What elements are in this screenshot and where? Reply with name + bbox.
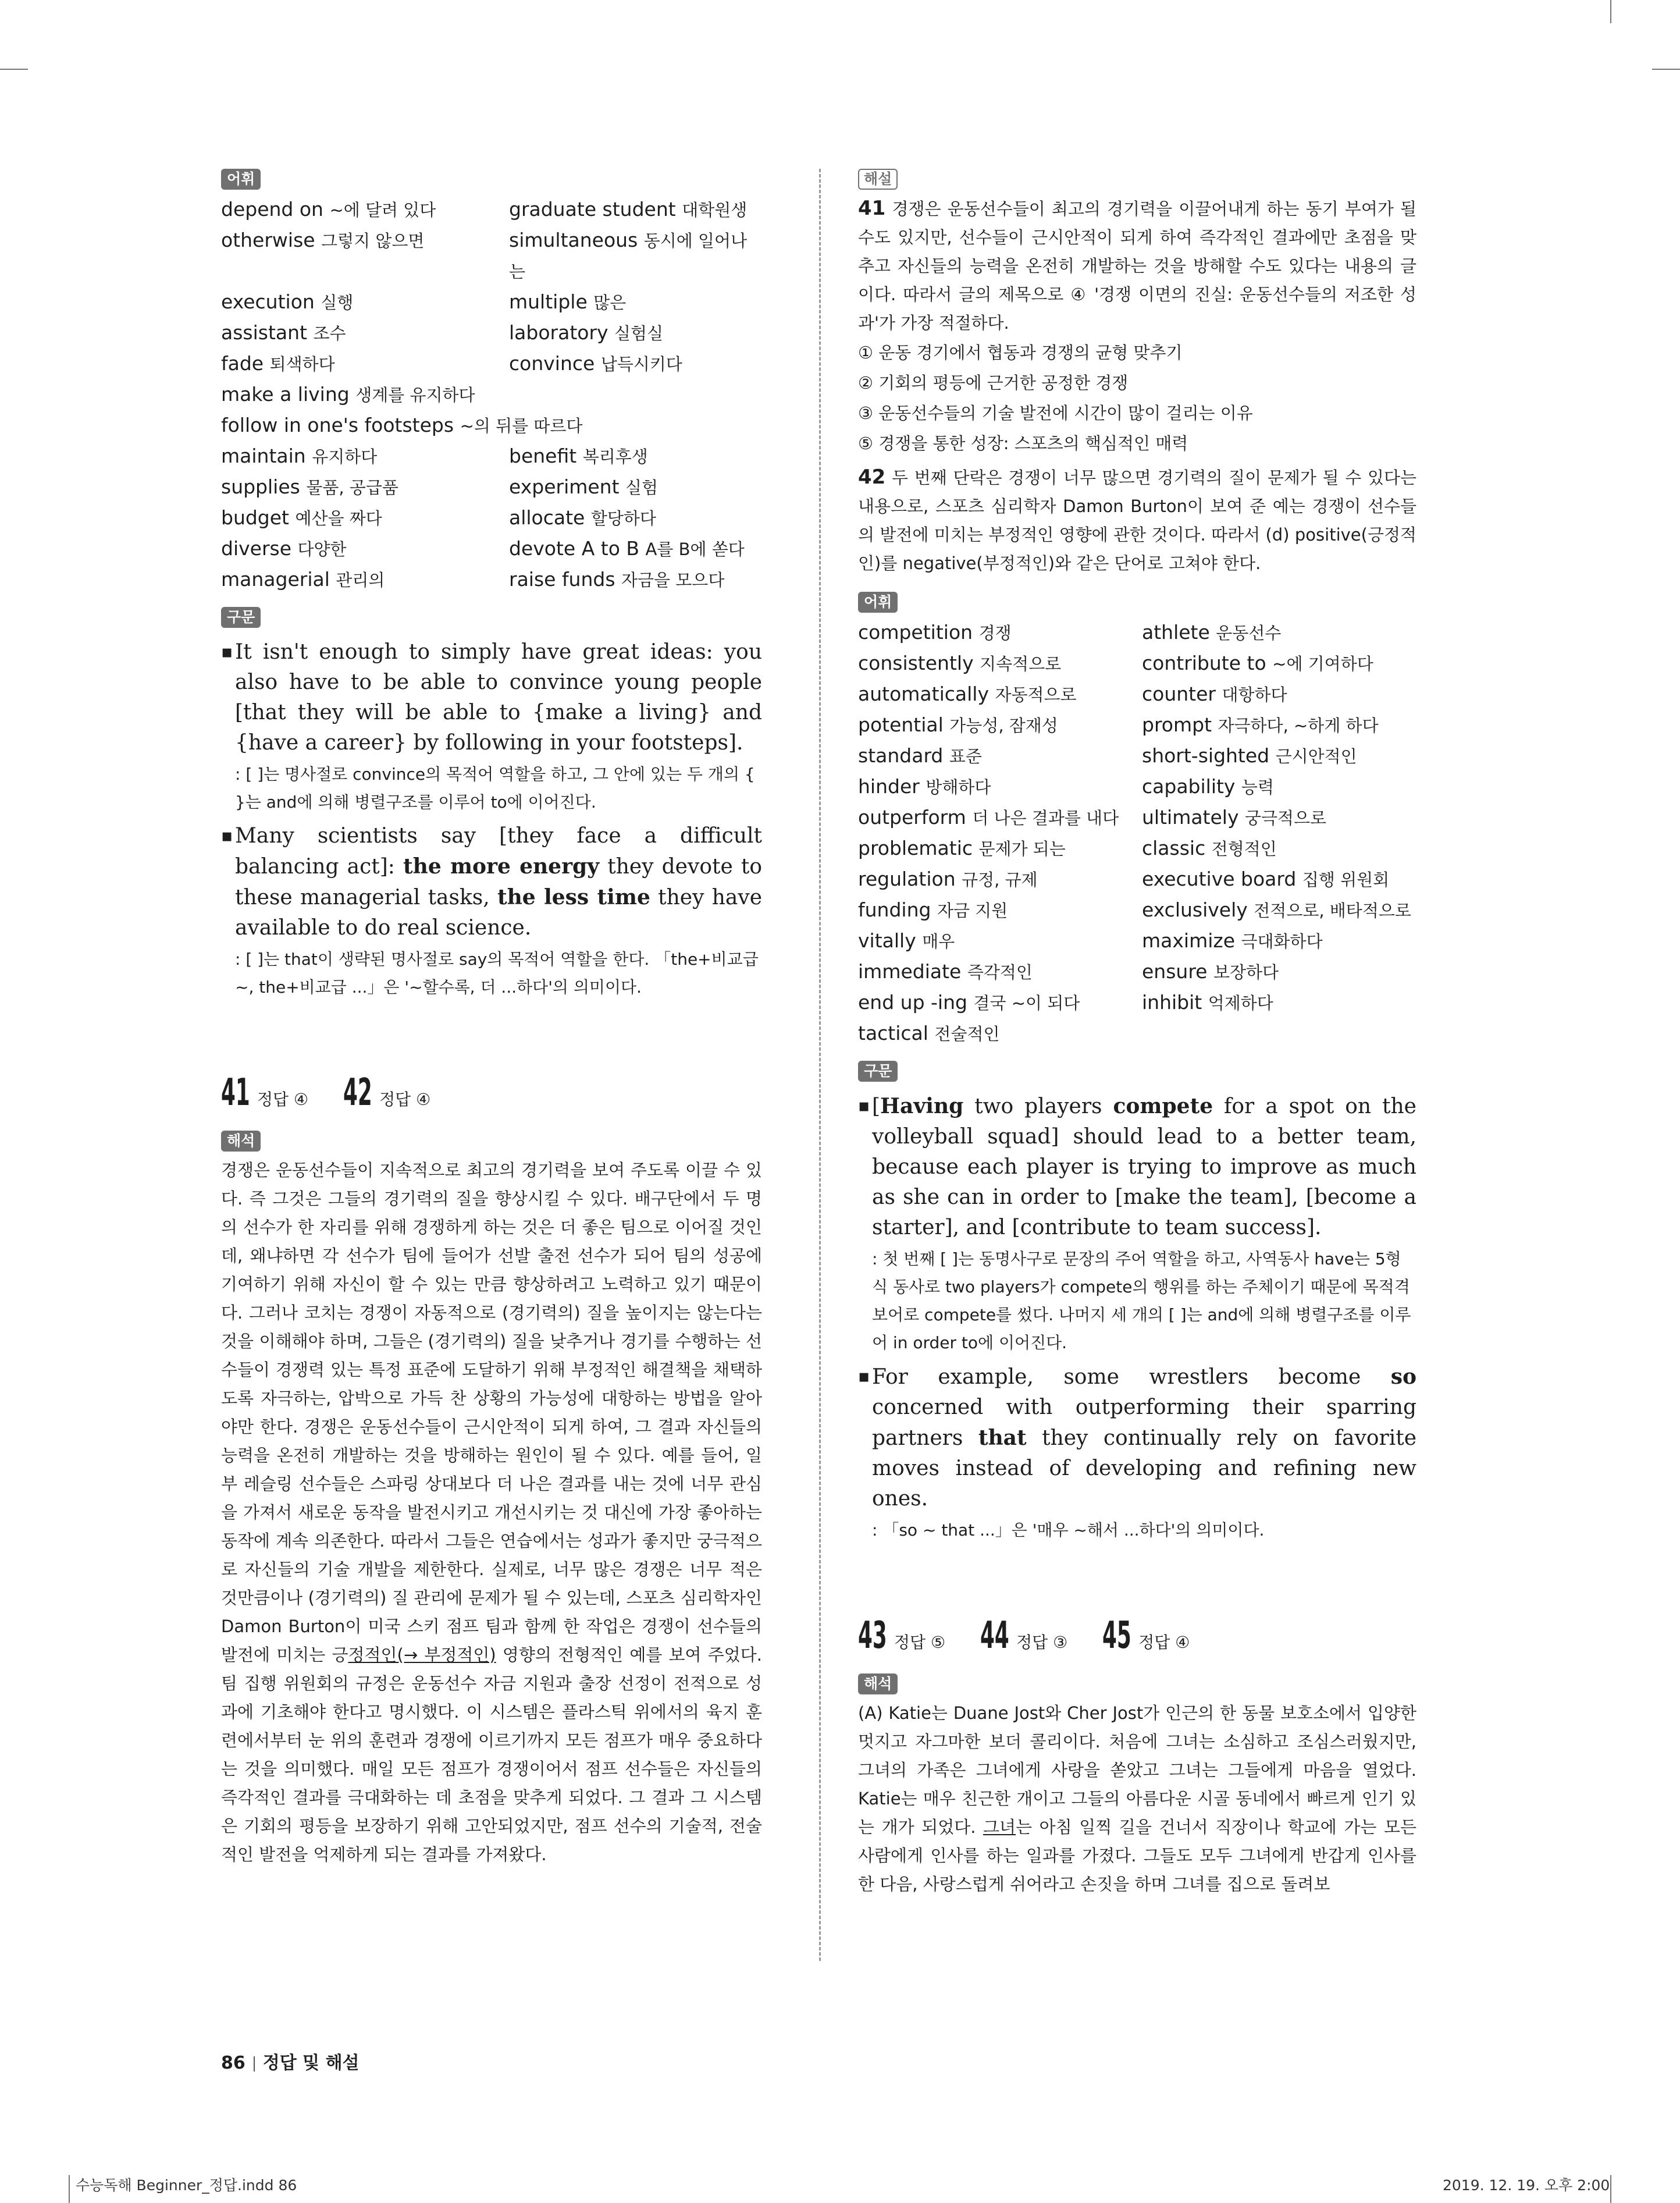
vocab-word: regulation (858, 868, 956, 890)
vocab-entry (858, 802, 1142, 833)
vocab-entry (858, 957, 1142, 987)
slug-file-info: 수능독해 Beginner_정답.indd 86 (76, 2177, 297, 2194)
vocab-entry (509, 287, 762, 318)
translation-label: 해석 (858, 1673, 898, 1694)
vocab-word: end up -ing (858, 991, 967, 1014)
vocab-meaning: 매우 (922, 932, 955, 951)
vocab-entry (1142, 957, 1416, 987)
syntax-sentence: Many scientists say [they face a difficult balancing act]: the more energy they devote to these managerial tasks, the less time they have available to do real science. (235, 824, 762, 940)
vocab-entry (1142, 679, 1416, 710)
syntax-item (221, 821, 762, 1001)
vocab-entry (1142, 926, 1416, 957)
vocab-word: multiple (509, 290, 588, 313)
vocab-word: competition (858, 621, 973, 644)
vocab-meaning: 즉각적인 (967, 962, 1033, 982)
footer-separator (254, 2056, 255, 2071)
vocab-meaning: 할당하다 (590, 509, 656, 528)
syntax-item (858, 1362, 1416, 1544)
vocab-entry (858, 987, 1142, 1018)
vocab-word: vitally (858, 929, 916, 952)
vocab-meaning: 궁극적으로 (1245, 808, 1327, 828)
syntax-note: : 첫 번째 [ ]는 동명사구로 문장의 주어 역할을 하고, 사역동사 have는 5형식 동사로 two players가 compete의 행위를 하는 주체이기 때문에 목적격 보어로 compete를 썼다. 나머지 세 개의 [ ]는 and에 의해 병렬구조를 이루어 in order to에 이어진다. (872, 1249, 1411, 1352)
vocab-word: fade (221, 352, 264, 375)
vocab-entry (509, 441, 762, 472)
vocab-entry (221, 564, 509, 595)
vocab-entry (858, 833, 1142, 864)
vocab-word: ensure (1142, 960, 1208, 983)
vocab-word: hinder (858, 775, 920, 798)
answer-text: 정답 ④ (1138, 1633, 1190, 1652)
vocab-meaning: 자금 지원 (937, 901, 1008, 921)
vocab-meaning: 집행 위원회 (1302, 870, 1390, 890)
vocab-entry (1142, 617, 1416, 648)
vocab-entry (1142, 895, 1416, 926)
question-number: 42 (343, 1071, 372, 1114)
translation-text: (A) Katie는 Duane Jost와 Cher Jost가 인근의 한 동물 보호소에서 입양한 멋지고 자그마한 보더 콜리이다. 처음에 그녀는 소심하고 조심스러웠지만, 그녀의 가족은 그녀에게 사랑을 쏟았고 그녀는 그들에게 마음을 열었다. Katie는 매우 친근한 개이고 그들의 아름다운 시골 동네에서 빠르게 인기 있는 개가 되었다. 그녀는 아침 일찍 길을 건너서 직장이나 학교에 가는 모든 사람에게 인사를 하는 일과를 가졌다. 그들도 모두 그녀에게 반갑게 인사를 한 다음, 사랑스럽게 쉬어라고 손짓을 하며 그녀를 집으로 돌려보 (858, 1703, 1416, 1894)
vocab-entry (858, 895, 1142, 926)
vocab-meaning: 예산을 짜다 (295, 509, 382, 528)
vocab-meaning: 납득시키다 (600, 354, 682, 374)
vocab-entry (221, 379, 762, 410)
crop-mark (1652, 69, 1680, 70)
vocab-label: 어휘 (221, 169, 261, 190)
vocab-entry (509, 564, 762, 595)
vocab-entry (221, 534, 509, 564)
vocab-meaning: 그렇지 않으면 (321, 231, 425, 251)
syntax-note: : 「so ~ that ...」은 '매우 ~해서 ...하다'의 의미이다. (872, 1520, 1265, 1540)
question-number: 45 (1102, 1614, 1131, 1657)
vocab-meaning: 생계를 유지하다 (355, 385, 475, 405)
vocab-meaning: 더 나은 결과를 내다 (972, 808, 1119, 828)
vocab-entry (509, 534, 762, 564)
vocab-entry (221, 410, 762, 441)
vocab-word: budget (221, 506, 289, 529)
vocab-meaning: 자극하다, ~하게 하다 (1218, 716, 1379, 735)
syntax-label: 구문 (221, 607, 261, 628)
vocab-entry (858, 617, 1142, 648)
question-number: 41 (221, 1071, 250, 1114)
vocab-word: short-sighted (1142, 744, 1270, 767)
vocab-word: raise funds (509, 568, 615, 591)
answer-text: 정답 ③ (1016, 1633, 1068, 1652)
answer-text: 정답 ⑤ (894, 1633, 946, 1652)
vocab-meaning: ~의 뒤를 따르다 (460, 416, 583, 436)
vocab-word: experiment (509, 475, 620, 498)
page-number: 86 (221, 2053, 245, 2073)
vocab-word: maintain (221, 445, 306, 467)
explanation-label: 해설 (858, 169, 898, 190)
vocab-entry (1142, 772, 1416, 802)
vocab-meaning: 전형적인 (1211, 839, 1277, 859)
vocab-meaning: 규정, 규제 (962, 870, 1038, 890)
vocab-list (221, 194, 762, 595)
page-footer (221, 2048, 360, 2074)
vocab-entry (509, 225, 762, 287)
explanation-41: 41 경쟁은 운동선수들이 최고의 경기력을 이끌어내게 하는 동기 부여가 될 수도 있지만, 선수들이 근시안적이 되게 하여 즉각적인 결과에만 초점을 맞추고 자신들의 능력을 온전히 개발하는 것을 방해할 수도 있다는 내용의 글이다. 따라서 글의 제목으로 ④ '경쟁 이면의 진실: 운동선수들의 저조한 성과'가 가장 적절하다. (858, 197, 1416, 333)
vocab-entry (1142, 802, 1416, 833)
vocab-word: counter (1142, 683, 1216, 705)
vocab-meaning: 실험실 (614, 324, 664, 343)
vocab-entry (1142, 741, 1416, 772)
vocab-entry (509, 318, 762, 349)
vocab-entry (1142, 648, 1416, 679)
vocab-word: funding (858, 898, 931, 921)
bullet-icon: ▪ (221, 826, 233, 846)
crop-mark (69, 2175, 70, 2203)
vocab-meaning: 복리후생 (582, 447, 648, 467)
vocab-meaning: 자금을 모으다 (621, 570, 725, 590)
crop-mark (1610, 2175, 1611, 2203)
vocab-meaning: ~에 달려 있다 (329, 200, 436, 220)
right-column (858, 169, 1416, 1899)
vocab-meaning: 경쟁 (978, 623, 1012, 643)
syntax-sentence: [Having two players compete for a spot on the volleyball squad] should lead to a better team, because each player is trying to improve as much as she can in order to [make the team], [become a starter], and [contribute to team success]. (872, 1094, 1416, 1239)
vocab-word: contribute to (1142, 652, 1266, 674)
syntax-sentence: For example, some wrestlers become so concerned with outperforming their sparring partners that they continually rely on favorite moves instead of developing and refining new ones. (872, 1365, 1416, 1511)
vocab-word: execution (221, 290, 315, 313)
answer-key (221, 1071, 762, 1114)
left-column (221, 169, 762, 1869)
vocab-entry (509, 503, 762, 534)
vocab-meaning: 조수 (313, 324, 346, 343)
vocab-meaning: 운동선수 (1216, 623, 1282, 643)
question-number: 43 (858, 1614, 887, 1657)
vocab-meaning: A를 B에 쏟다 (645, 539, 745, 559)
vocab-entry (858, 710, 1142, 741)
vocab-word: potential (858, 713, 944, 736)
vocab-entry (221, 472, 509, 503)
vocab-word: allocate (509, 506, 585, 529)
vocab-meaning: 관리의 (336, 570, 385, 590)
vocab-word: consistently (858, 652, 974, 674)
vocab-entry (858, 926, 1142, 957)
vocab-word: inhibit (1142, 991, 1202, 1014)
vocab-entry (221, 441, 509, 472)
vocab-entry (858, 1018, 1416, 1049)
vocab-entry (858, 648, 1142, 679)
answer-option: ① 운동 경기에서 협동과 경쟁의 균형 맞추기 (858, 343, 1183, 363)
translation-label: 해석 (221, 1131, 261, 1152)
syntax-sentence: It isn't enough to simply have great ideas: you also have to be able to convince young people [that they will be able to {make a living} and {have a career} by following in your footsteps]. (235, 640, 762, 755)
section-title: 정답 및 해설 (262, 2053, 360, 2073)
vocab-meaning: ~에 기여하다 (1272, 654, 1373, 674)
vocab-meaning: 결국 ~이 되다 (973, 993, 1080, 1013)
vocab-meaning: 유지하다 (312, 447, 378, 467)
answer-text: 정답 ④ (379, 1090, 431, 1109)
vocab-meaning: 보장하다 (1213, 962, 1279, 982)
vocab-meaning: 방해하다 (926, 777, 991, 797)
vocab-entry (221, 225, 509, 287)
vocab-word: maximize (1142, 929, 1236, 952)
vocab-entry (221, 503, 509, 534)
vocab-word: athlete (1142, 621, 1210, 644)
vocab-entry (858, 741, 1142, 772)
vocab-entry (858, 864, 1142, 895)
vocab-word: devote A to B (509, 537, 640, 560)
vocab-meaning: 극대화하다 (1241, 932, 1323, 951)
vocab-entry (1142, 833, 1416, 864)
vocab-word: outperform (858, 806, 966, 829)
syntax-note: : [ ]는 명사절로 convince의 목적어 역할을 하고, 그 안에 있는 두 개의 { }는 and에 의해 병렬구조를 이루어 to에 이어진다. (235, 765, 755, 812)
vocab-word: classic (1142, 837, 1206, 859)
vocab-entry (221, 349, 509, 379)
syntax-item (858, 1091, 1416, 1357)
vocab-meaning: 대항하다 (1222, 685, 1287, 705)
explanation-42: 42 두 번째 단락은 경쟁이 너무 많으면 경기력의 질이 문제가 될 수 있다는 내용으로, 스포츠 심리학자 Damon Burton이 보여 준 예는 경쟁이 선수들의 발전에 미치는 부정적인 영향에 관한 것이다. 따라서 (d) positive(긍정적인)를 negative(부정적인)와 같은 단어로 고쳐야 한다. (858, 466, 1416, 573)
vocab-word: problematic (858, 837, 973, 859)
vocab-word: supplies (221, 475, 300, 498)
answer-key (858, 1614, 1416, 1657)
vocab-word: convince (509, 352, 595, 375)
vocab-meaning: 가능성, 잠재성 (949, 716, 1058, 735)
crop-mark (1610, 0, 1611, 23)
vocab-meaning: 표준 (949, 747, 982, 766)
vocab-entry (1142, 987, 1416, 1018)
vocab-word: capability (1142, 775, 1236, 798)
vocab-meaning: 자동적으로 (995, 685, 1077, 705)
vocab-entry (858, 679, 1142, 710)
vocab-meaning: 전술적인 (934, 1024, 1000, 1044)
vocab-meaning: 억제하다 (1208, 993, 1273, 1013)
vocab-word: standard (858, 744, 944, 767)
vocab-entry (221, 318, 509, 349)
slug-date-info: 2019. 12. 19. 오후 2:00 (1443, 2177, 1610, 2194)
vocab-word: immediate (858, 960, 962, 983)
bullet-icon: ▪ (221, 642, 233, 662)
vocab-meaning: 퇴색하다 (269, 354, 335, 374)
vocab-meaning: 다양한 (297, 539, 347, 559)
option-list (858, 337, 1416, 459)
vocab-word: graduate student (509, 198, 676, 221)
answer-option: ⑤ 경쟁을 통한 성장: 스포츠의 핵심적인 매력 (858, 434, 1188, 453)
vocab-entry (509, 472, 762, 503)
vocab-meaning: 근시안적인 (1275, 747, 1357, 766)
vocab-word: prompt (1142, 713, 1212, 736)
vocab-word: depend on (221, 198, 323, 221)
vocab-meaning: 실행 (321, 293, 354, 312)
vocab-word: assistant (221, 321, 307, 344)
vocab-meaning: 문제가 되는 (978, 839, 1066, 859)
syntax-item (221, 637, 762, 816)
syntax-note: : [ ]는 that이 생략된 명사절로 say의 목적어 역할을 한다. 「the+비교급 ~, the+비교급 ...」은 '~할수록, 더 ...하다'의 의미이다. (235, 950, 759, 997)
syntax-label: 구문 (858, 1061, 898, 1082)
vocab-meaning: 동시에 일어나는 (509, 231, 748, 282)
column-divider (819, 169, 821, 1961)
vocab-meaning: 실험 (625, 478, 659, 498)
vocab-entry (1142, 710, 1416, 741)
question-number: 44 (980, 1614, 1009, 1657)
vocab-word: managerial (221, 568, 330, 591)
vocab-word: tactical (858, 1022, 928, 1044)
crop-mark (0, 69, 28, 70)
vocab-list (858, 617, 1416, 1049)
vocab-word: benefit (509, 445, 577, 467)
vocab-meaning: 물품, 공급품 (306, 478, 398, 498)
vocab-meaning: 능력 (1241, 777, 1274, 797)
vocab-word: simultaneous (509, 229, 638, 251)
vocab-meaning: 전적으로, 배타적으로 (1254, 901, 1411, 921)
vocab-word: diverse (221, 537, 292, 560)
vocab-entry (509, 349, 762, 379)
answer-option: ③ 운동선수들의 기술 발전에 시간이 많이 걸리는 이유 (858, 403, 1253, 423)
vocab-entry (221, 287, 509, 318)
vocab-word: executive board (1142, 868, 1297, 890)
vocab-entry (509, 194, 762, 225)
vocab-entry (1142, 864, 1416, 895)
vocab-meaning: 대학원생 (682, 200, 748, 220)
vocab-word: make a living (221, 383, 350, 406)
bullet-icon: ▪ (858, 1366, 870, 1387)
vocab-word: otherwise (221, 229, 315, 251)
vocab-word: follow in one's footsteps (221, 414, 454, 436)
vocab-meaning: 지속적으로 (980, 654, 1062, 674)
vocab-label: 어휘 (858, 592, 898, 613)
vocab-entry (858, 772, 1142, 802)
answer-text: 정답 ④ (257, 1090, 309, 1109)
bullet-icon: ▪ (858, 1096, 870, 1116)
translation-text: 경쟁은 운동선수들이 지속적으로 최고의 경기력을 보여 주도록 이끌 수 있다. 즉 그것은 그들의 경기력의 질을 향상시킬 수 있다. 배구단에서 두 명의 선수가 한 자리를 위해 경쟁하게 하는 것은 더 좋은 팀으로 이어질 것인데, 왜냐하면 각 선수가 팀에 들어가 선발 출전 선수가 되어 팀의 성공에 기여하기 위해 자신이 할 수 있는 만큼 향상하려고 노력하고 있기 때문이다. 그러나 코치는 경쟁이 자동적으로 (경기력의) 질을 높이지는 않는다는 것을 이해해야 하며, 그들은 (경기력의) 질을 낮추거나 경기를 수행하는 선수들이 경쟁력 있는 특정 표준에 도달하기 위해 부정적인 해결책을 채택하도록 자극하는, 압박으로 가득 찬 상황의 가능성에 대항하는 방법을 알아야만 한다. 경쟁은 운동선수들이 근시안적이 되게 하여, 그 결과 자신들의 능력을 온전히 개발하는 것을 방해하는 원인이 될 수 있다. 예를 들어, 일부 레슬링 선수들은 스파링 상대보다 더 나은 결과를 내는 것에 너무 관심을 가져서 새로운 동작을 발전시키고 개선시키는 것 대신에 가장 좋아하는 동작에 계속 의존한다. 따라서 그들은 연습에서는 성과가 좋지만 궁극적으로 자신들의 기술 개발을 제한한다. 실제로, 너무 많은 경쟁은 너무 적은 것만큼이나 (경기력의) 질 관리에 문제가 될 수 있는데, 스포츠 심리학자인 Damon Burton이 미국 스키 점프 팀과 함께 한 작업은 경쟁이 선수들의 발전에 미치는 긍정적인(→ 부정적인) 영향의 전형적인 예를 보여 주었다. 팀 집행 위원회의 규정은 운동선수 자금 지원과 출장 선정이 전적으로 성과에 기초해야 한다고 명시했다. 이 시스템은 플라스틱 위에서의 육지 훈련에서부터 눈 위의 훈련과 경쟁에 이르기까지 모든 점프가 매우 중요하다는 것을 의미했다. 매일 모든 점프가 경쟁이어서 점프 선수들은 자신들의 즉각적인 결과를 극대화하는 데 초점을 맞추게 되었다. 그 결과 그 시스템은 기회의 평등을 보장하기 위해 고안되었지만, 점프 선수의 기술적, 전술적인 발전을 억제하게 되는 결과를 가져왔다. (221, 1160, 762, 1864)
vocab-word: laboratory (509, 321, 608, 344)
vocab-word: exclusively (1142, 898, 1248, 921)
vocab-meaning: 많은 (593, 293, 627, 312)
vocab-word: ultimately (1142, 806, 1239, 829)
answer-option: ② 기회의 평등에 근거한 공정한 경쟁 (858, 373, 1129, 393)
vocab-entry (221, 194, 509, 225)
vocab-word: automatically (858, 683, 989, 705)
